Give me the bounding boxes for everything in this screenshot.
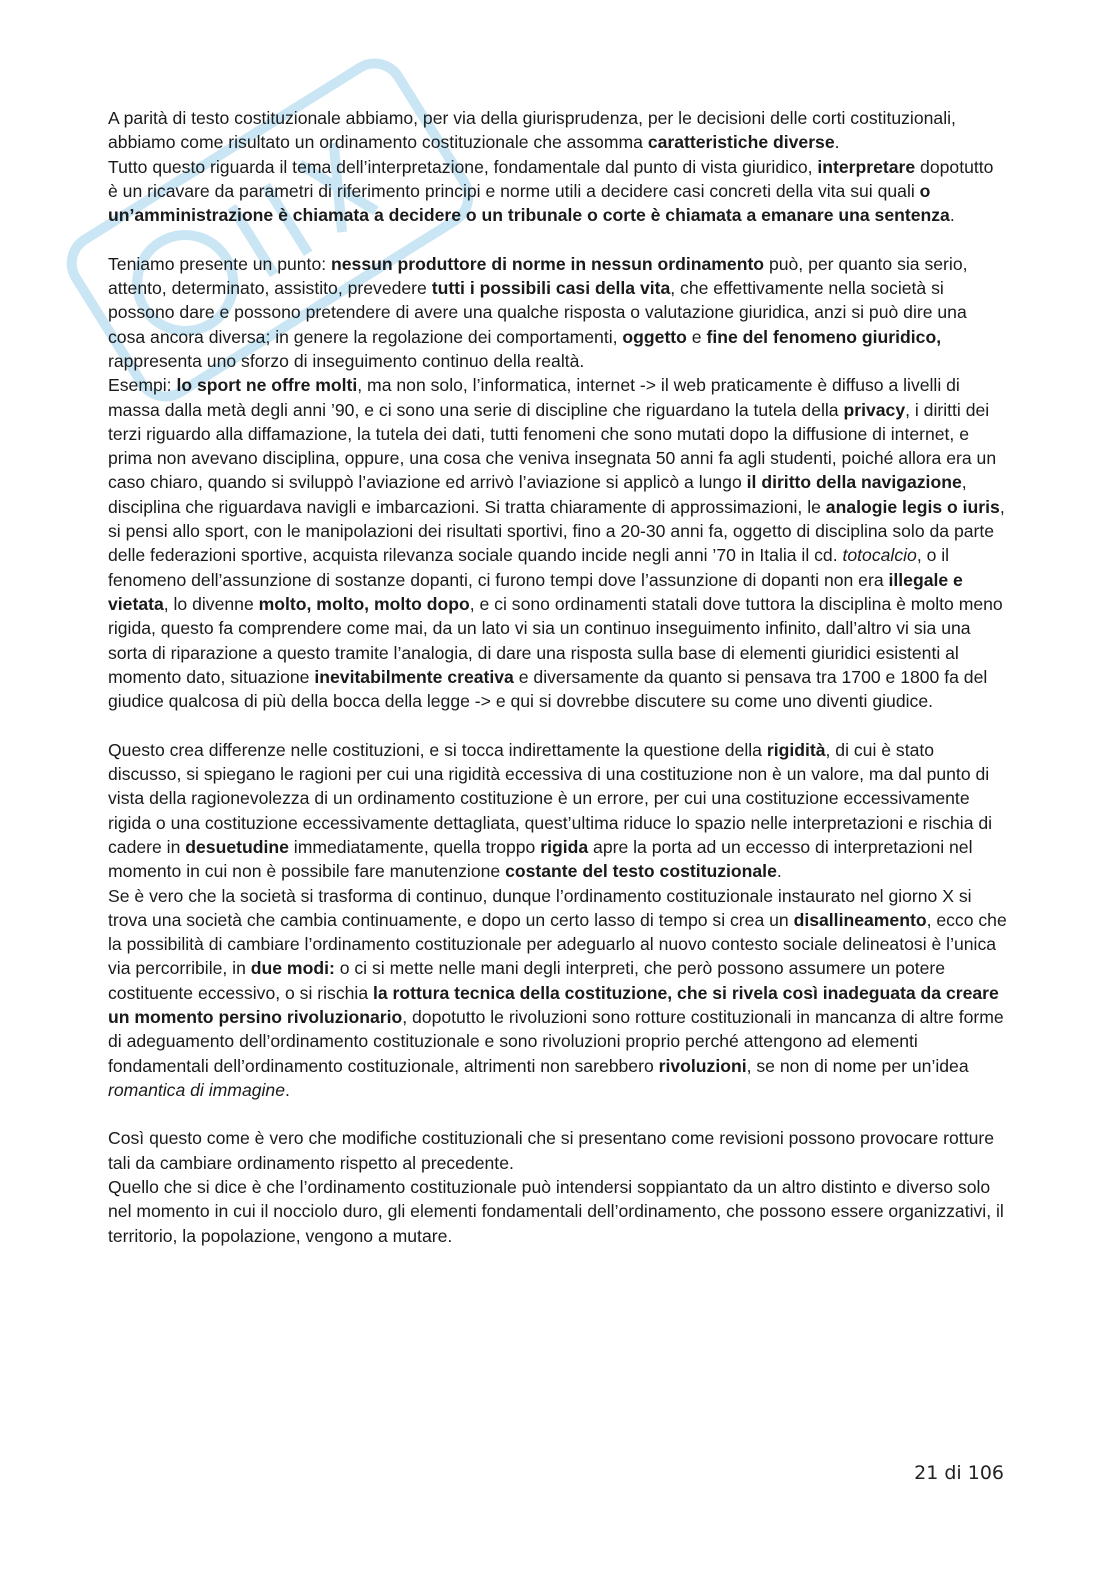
paragraph: Esempi: lo sport ne offre molti, ma non solo, l’informatica, internet -> il web praticamente è diffuso a livelli di massa dalla metà degli anni ’90, e ci sono una serie di discipline che riguardano la tutela della privacy, i diritti dei terzi riguardo alla diffamazione, la tutela dei dati, tutti fenomeni che sono mutati dopo la diffusione di internet, e prima non avevano disciplina, oppure, una cosa che veniva insegnata 50 anni fa agli studenti, poiché allora era un caso chiaro, quando si sviluppò l’aviazione ed arrivò l’aviazione si applicò a lungo il diritto della navigazione, disciplina che riguardava navigli e imbarcazioni. Si tratta chiaramente di approssimazioni, le analogie legis o iuris, si pensi allo sport, con le manipolazioni dei risultati sportivi, fino a 20-30 anni fa, oggetto di disciplina solo da parte delle federazioni sportive, acquista rilevanza sociale quando incide negli anni ’70 in Italia il cd. totocalcio, o il fenomeno dell’assunzione di sostanze dopanti, ci furono tempi dove l’assunzione di dopanti non era illegale e vietata, lo divenne molto, molto, molto dopo, e ci sono ordinamenti statali dove tuttora la disciplina è molto meno rigida, questo fa comprendere come mai, da un lato vi sia un continuo inseguimento infinito, dall’altro vi sia una sorta di riparazione a questo tramite l’analogia, di dare una risposta sulla base di elementi giuridici esistenti al momento dato, situazione inevitabilmente creativa e diversamente da quanto si pensava tra 1700 e 1800 fa del giudice qualcosa di più della bocca della legge -> e qui si dovrebbe discutere su come uno diventi giudice.: [108, 375, 1005, 712]
paragraph: Così questo come è vero che modifiche costituzionali che si presentano come revisioni possono provocare rotture tali da cambiare ordinamento rispetto al precedente.: [108, 1128, 995, 1173]
paragraph: Quello che si dice è che l’ordinamento costituzionale può intendersi soppiantato da un altro distinto e diverso solo nel momento in cui il nocciolo duro, gli elementi fondamentali dell’ordinamento, che possono essere organizzativi, il territorio, la popolazione, vengono a mutare.: [108, 1177, 1004, 1246]
paragraph: Questo crea differenze nelle costituzioni, e si tocca indirettamente la questione della rigidità, di cui è stato discusso, si spiegano le ragioni per cui una rigidità eccessiva di una costituzione non è un valore, ma dal punto di vista della ragionevolezza di un ordinamento costituzione è un errore, per cui una costituzione eccessivamente rigida o una costituzione eccessivamente dettagliata, quest’ultima riduce lo spazio nelle interpretazioni e rischia di cadere in desuetudine immediatamente, quella troppo rigida apre la porta ad un eccesso di interpretazioni nel momento in cui non è possibile fare manutenzione costante del testo costituzionale.: [108, 739, 993, 882]
paragraph: A parità di testo costituzionale abbiamo, per via della giurisprudenza, per le decisioni delle corti costituzionali, abbiamo come risultato un ordinamento costituzionale che assomma caratteristiche diverse.: [108, 108, 956, 153]
paragraph: Teniamo presente un punto: nessun produttore di norme in nessun ordinamento può, per quanto sia serio, attento, determinato, assistito, prevedere tutti i possibili casi della vita, che effettivamente nella società si possono dare e possono pretendere di avere una qualche risposta o valutazione giuridica, anzi si può dire una cosa ancora diversa; in genere la regolazione dei comportamenti, oggetto e fine del fenomeno giuridico, rappresenta uno sforzo di inseguimento continuo della realtà.: [108, 253, 968, 371]
page-number: 21 di 106: [914, 1462, 1004, 1484]
paragraph: Tutto questo riguarda il tema dell’interpretazione, fondamentale dal punto di vista giuridico, interpretare dopotutto è un ricavare da parametri di riferimento principi e norme utili a decidere casi concreti della vita sui quali o un’amministrazione è chiamata a decidere o un tribunale o corte è chiamata a emanare una sentenza.: [108, 156, 994, 226]
paragraph: Se è vero che la società si trasforma di continuo, dunque l’ordinamento costituzionale instaurato nel giorno X si trova una società che cambia continuamente, e dopo un certo lasso di tempo si crea un disallineamento, ecco che la possibilità di cambiare l’ordinamento costituzionale per adeguarlo al nuovo contesto sociale delineatosi è l’unica via percorribile, in due modi: o ci si mette nelle mani degli interpreti, che però possono assumere un potere costituente eccessivo, o si rischia la rottura tecnica della costituzione, che si rivela così inadeguata da creare un momento persino rivoluzionario, dopotutto le rivoluzioni sono rotture costituzionali in mancanza di altre forme di adeguamento dell’ordinamento costituzionale e sono rivoluzioni proprio perché attengono ad elementi fondamentali dell’ordinamento costituzionale, altrimenti non sarebbero rivoluzioni, se non di nome per un’idea romantica di immagine.: [108, 885, 1007, 1100]
document-body: [108, 106, 1008, 1248]
